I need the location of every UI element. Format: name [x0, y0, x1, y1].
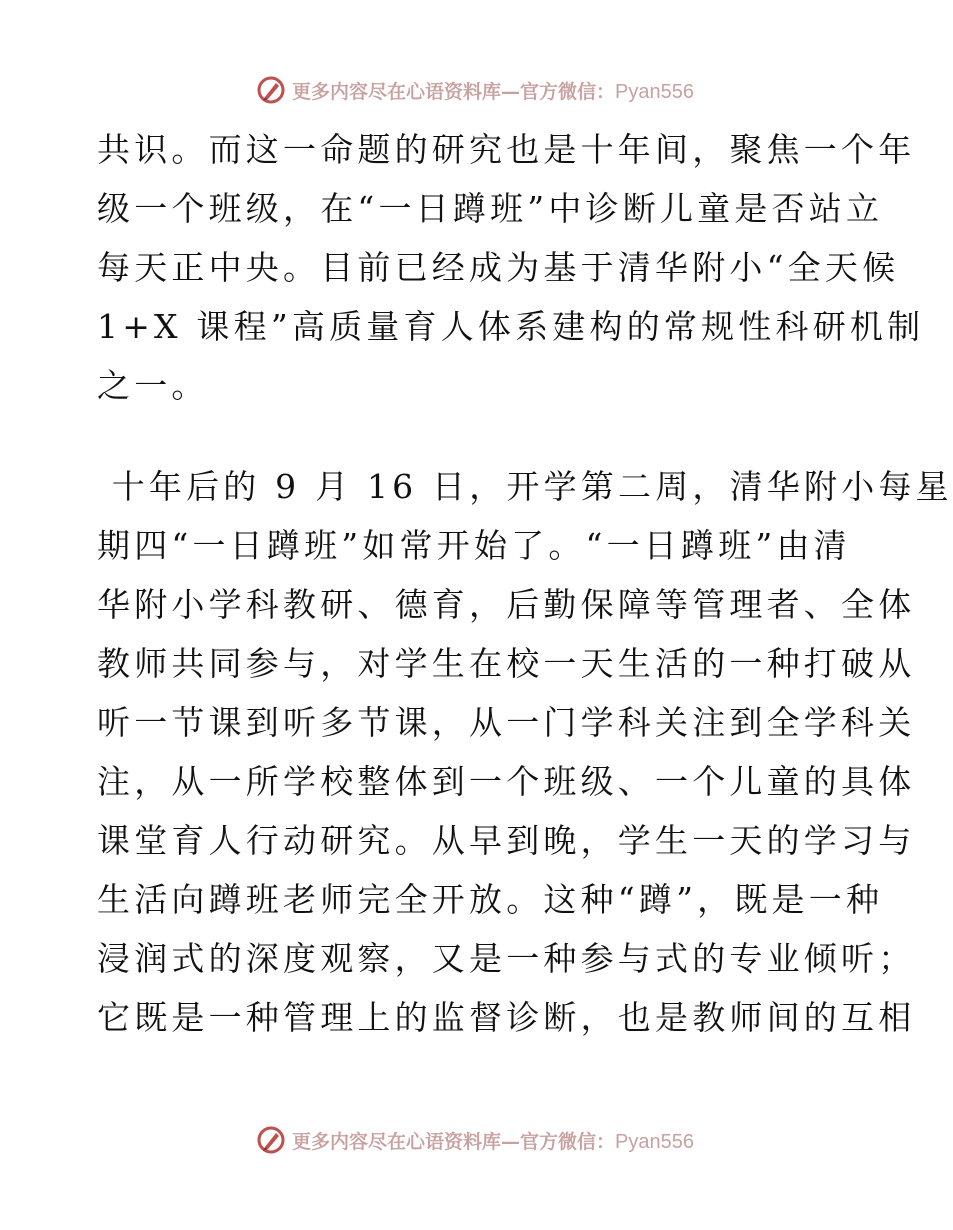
footer-banner-text: 更多内容尽在心语资料库—官方微信：Pyan556	[292, 1130, 694, 1153]
text-line: 1+X 课程”高质量育人体系建构的常规性科研机制	[97, 307, 925, 346]
footer-banner-handle: Pyan556	[615, 1130, 694, 1153]
text-line: 听一节课到听多节课，从一门学科关注到全学科关	[97, 703, 916, 742]
header-banner-handle: Pyan556	[615, 80, 694, 103]
paragraph-1	[97, 120, 925, 415]
pen-logo-icon	[256, 1125, 286, 1155]
text-line: 课堂育人行动研究。从早到晚，学生一天的学习与	[97, 821, 916, 860]
text-line: 十年后的 9 月 16 日，开学第二周，清华附小每星	[97, 467, 953, 506]
text-line: 之一。	[97, 366, 209, 405]
text-line: 教师共同参与，对学生在校一天生活的一种打破从	[97, 644, 916, 683]
paragraph-2	[97, 457, 953, 1047]
text-line: 浸润式的深度观察，又是一种参与式的专业倾听；	[97, 939, 916, 978]
footer-banner	[0, 1122, 950, 1158]
text-line: 注，从一所学校整体到一个班级、一个儿童的具体	[97, 762, 916, 801]
paragraph-spacer	[97, 415, 857, 457]
text-line: 它既是一种管理上的监督诊断，也是教师间的互相	[97, 998, 916, 1037]
header-banner-text: 更多内容尽在心语资料库—官方微信：Pyan556	[292, 80, 694, 103]
text-line: 期四“一日蹲班”如常开始了。“一日蹲班”由清	[97, 526, 851, 565]
text-line: 华附小学科教研、德育，后勤保障等管理者、全体	[97, 585, 916, 624]
text-line: 共识。而这一命题的研究也是十年间，聚焦一个年	[97, 130, 916, 169]
header-banner	[0, 72, 950, 108]
pen-logo-icon	[256, 75, 286, 105]
document-body	[97, 120, 953, 1047]
text-line: 生活向蹲班老师完全开放。这种“蹲”，既是一种	[97, 880, 884, 919]
text-line: 每天正中央。目前已经成为基于清华附小“全天候	[97, 248, 900, 287]
text-line: 级一个班级，在“一日蹲班”中诊断儿童是否站立	[97, 189, 884, 228]
